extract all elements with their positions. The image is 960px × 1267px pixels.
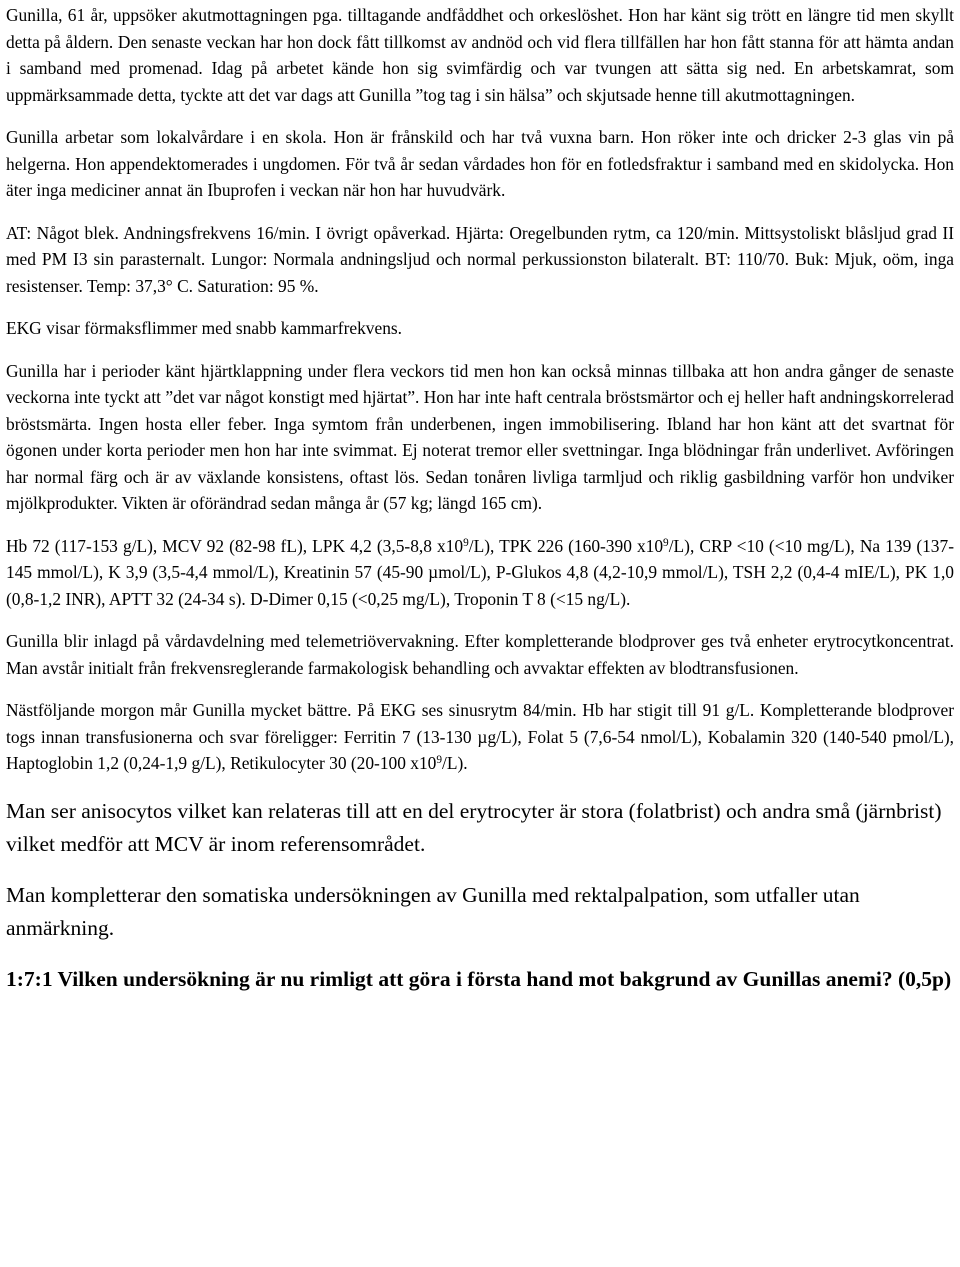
question-heading: 1:7:1 Vilken undersökning är nu rimligt att göra i första hand mot bakgrund av Gunillas anemi? (0,5p) [6,966,952,991]
ekg-paragraph: EKG visar förmaksflimmer med snabb kammarfrekvens. [6,318,403,338]
rectal-exam-paragraph: Man kompletterar den somatiska undersökningen av Gunilla med rektalpalpation, som utfaller utan anmärkning. [6,882,860,940]
next-morning-exponent: 9 [436,753,443,766]
admission-paragraph: Gunilla blir inlagd på vårdavdelning med telemetriövervakning. Efter kompletterande blodprover ges två enheter erytrocytkoncentrat. Man avstår initialt från frekvensreglerande farmakologisk behandling och avvaktar effekten av blodtransfusionen. [6,631,954,678]
lab-exponent-1: 9 [463,536,469,549]
lab-exponent-2: 9 [663,536,669,549]
social-history-paragraph: Gunilla arbetar som lokalvårdare i en skola. Hon är frånskild och har två vuxna barn. Hon röker inte och dricker 2-3 glas vin på helgerna. Hon appendektomerades i ungdomen. För två år sedan vårdades hon för en fotledsfraktur i samband med en skidolycka. Hon äter inga mediciner annat än Ibuprofen i veckan när hon har huvudvärk. [6,127,954,200]
next-morning-paragraph [6,697,954,777]
lab-results-part-2: /L), TPK 226 (160-390 x10 [468,535,664,556]
case-intro-paragraph: Gunilla, 61 år, uppsöker akutmottagningen pga. tilltagande andfåddhet och orkeslöshet. Hon har känt sig trött en längre tid men skyllt detta på åldern. Den senaste veckan har hon dock fått tillkomst av andnöd och vid flera tillfällen har hon fått stanna för att hämta andan i samband med promenad. Idag på arbetet kände hon sig svimfärdig och var tvungen att sätta sig ned. En arbetskamrat, som uppmärksammade detta, tyckte att det var dags att Gunilla ”tog tag i sin hälsa” och skjutsade henne till akutmottagningen. [6,5,954,105]
lab-results-paragraph [6,533,954,613]
exam-findings-paragraph: AT: Något blek. Andningsfrekvens 16/min. I övrigt opåverkad. Hjärta: Oregelbunden rytm, ca 120/min. Mittsystoliskt blåsljud grad II med PM I3 sin parasternalt. Lungor: Normala andningsljud och normal perkussionston bilateralt. BT: 110/70. Buk: Mjuk, oöm, inga resistenser. Temp: 37,3° C. Saturation: 95 %. [6,222,954,296]
lab-results-part-3: /L), CRP <10 (<10 mg/L), Na 139 (137-145 mmol/L), K 3,9 (3,5-4,4 mmol/L), Kreatinin 57 (45-90 µmol/L), P-Glukos 4,8 (4,2-10,9 mmol/L), TSH 2,2 (0,4-4 mIE/L), PK 1,0 (0,8-1,2 INR), APTT 32 (24-34 s). D-Dimer 0,15 (<0,25 mg/L), Troponin T 8 (<15 ng/L). [6,535,954,609]
next-morning-part-2: /L). [442,753,468,773]
anisocytosis-paragraph: Man ser anisocytos vilket kan relateras till att en del erytrocyter är stora (folatbrist) och andra små (järnbrist) vilket medför att MCV är inom referensområdet. [6,798,942,856]
lab-results-part-1: Hb 72 (117-153 g/L), MCV 92 (82-98 fL), LPK 4,2 (3,5-8,8 x10 [6,535,464,556]
history-paragraph: Gunilla har i perioder känt hjärtklappning under flera veckors tid men hon kan också minnas tillbaka att hon andra gånger de senaste veckorna inte tyckt att ”det var något konstigt med hjärtat”. Hon har inte haft centrala bröstsmärtor och ej heller haft andningskorrelerad bröstsmärta. Ingen hosta eller feber. Inga symtom från underbenen, ingen immobilisering. Ibland har hon känt att det svartnat för ögonen under korta perioder men hon har inte svimmat. Ej noterat tremor eller svettningar. Inga blödningar från underlivet. Avföringen har normal färg och är av växlande konsistens, oftast lös. Sedan tonåren livliga tarmljud och riklig gasbildning varför hon undviker mjölkprodukter. Vikten är oförändrad sedan många år (57 kg; längd 165 cm). [6,360,954,513]
next-morning-part-1: Nästföljande morgon mår Gunilla mycket bättre. På EKG ses sinusrytm 84/min. Hb har stigit till 91 g/L. Kompletterande blodprover togs innan transfusionerna och svar föreligger: Ferritin 7 (13-130 µg/L), Folat 5 (7,6-54 nmol/L), Kobalamin 320 (140-540 pmol/L), Haptoglobin 1,2 (0,24-1,9 g/L), Retikulocyter 30 (20-100 x10 [6,700,954,773]
